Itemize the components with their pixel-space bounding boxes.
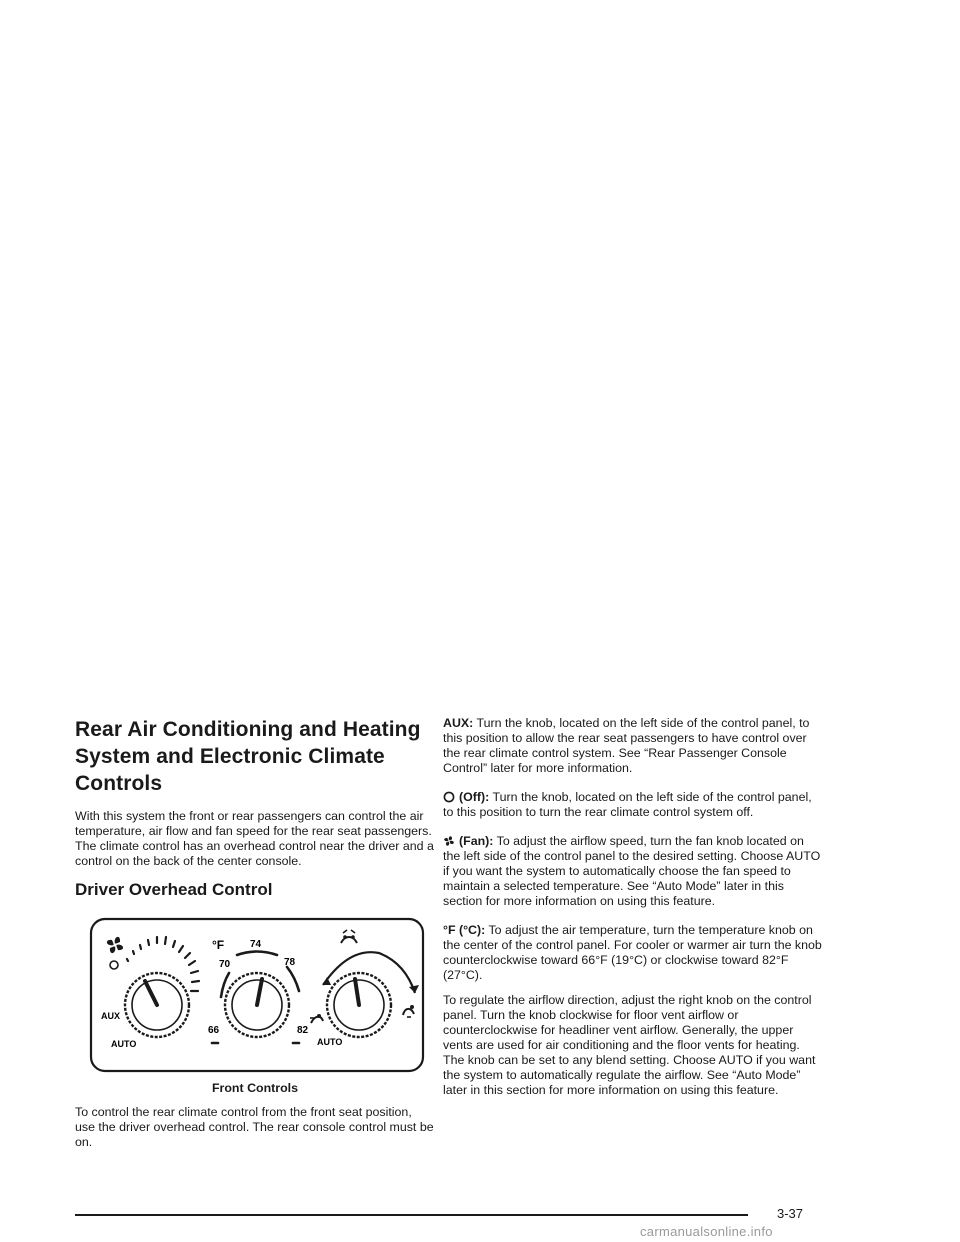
subsection-title: Driver Overhead Control xyxy=(75,880,273,899)
airflow-paragraph: To regulate the airflow direction, adjust the right knob on the control panel. Turn the knob clockwise for floor vent airflow or counterclockwise for headliner vent airflow. Generally, the upper vents are used for air conditioning and the floor vents for heating. The knob can be set to any blend setting. Choose AUTO if you want the system to automatically regulate the airflow. See “Auto Mode” later in this section for more information on using this feature. xyxy=(443,993,816,1097)
temp-label-70: 70 xyxy=(219,959,231,970)
page-number: 3-37 xyxy=(777,1206,804,1221)
fan-icon-inline xyxy=(443,835,455,847)
off-paragraph xyxy=(443,790,823,820)
temp-unit-label: °F xyxy=(212,938,225,952)
fan-text: To adjust the airflow speed, turn the fan knob located on the left side of the control panel to the desired setting. Choose AUTO if you want the system to automatically choose the fan speed to maintain a selected temperature. See “Auto Mode” later in this section for more information on using this feature. xyxy=(443,834,821,908)
closing-paragraph: To control the rear climate control from the front seat position, use the driver overhead control. The rear console control must be on. xyxy=(75,1105,434,1149)
temperature-paragraph xyxy=(443,923,823,983)
right-column xyxy=(443,716,823,1108)
auto-label-right: AUTO xyxy=(317,1037,343,1047)
temperature-knob xyxy=(225,973,289,1037)
temp-text: To adjust the air temperature, turn the temperature knob on the center of the control panel. For cooler or warmer air turn the knob counterclockwise toward 66°F (19°C) or clockwise toward 82°F (27°C). xyxy=(443,923,822,982)
airflow-knob xyxy=(327,973,391,1037)
off-term: (Off): xyxy=(459,790,490,804)
aux-term: AUX: xyxy=(443,716,474,730)
fan-term: (Fan): xyxy=(459,834,494,848)
aux-text: Turn the knob, located on the left side of the control panel, to this position to allow the rear seat passengers to have control over the rear climate control system. See “Rear Passenger Console Control” later for more information. xyxy=(443,716,810,775)
auto-label-left: AUTO xyxy=(111,1039,137,1049)
temp-label-78: 78 xyxy=(284,957,296,968)
off-circle-icon xyxy=(443,791,455,803)
temp-label-74: 74 xyxy=(250,939,262,950)
fan-paragraph xyxy=(443,834,823,909)
front-controls-figure xyxy=(87,915,427,1075)
front-controls-illustration xyxy=(87,915,427,1075)
watermark: carmanualsonline.info xyxy=(640,1224,773,1239)
temp-label-66: 66 xyxy=(208,1025,220,1036)
intro-paragraph: With this system the front or rear passengers can control the air temperature, air flow and fan speed for the rear seat passengers. The climate control has an overhead control near the driver and a control on the back of the center console. xyxy=(75,809,434,868)
temp-term: °F (°C): xyxy=(443,923,486,937)
aux-label: AUX xyxy=(101,1011,121,1021)
temp-label-82: 82 xyxy=(297,1025,309,1036)
aux-paragraph xyxy=(443,716,823,776)
fan-knob xyxy=(125,973,189,1037)
footer-rule xyxy=(75,1214,748,1216)
section-title: Rear Air Conditioning and Heating System and Electronic Climate Controls xyxy=(75,718,421,795)
figure-caption: Front Controls xyxy=(211,1081,299,1095)
off-text: Turn the knob, located on the left side of the control panel, to this position to turn the rear climate control system off. xyxy=(443,790,812,819)
left-column xyxy=(75,716,435,1160)
